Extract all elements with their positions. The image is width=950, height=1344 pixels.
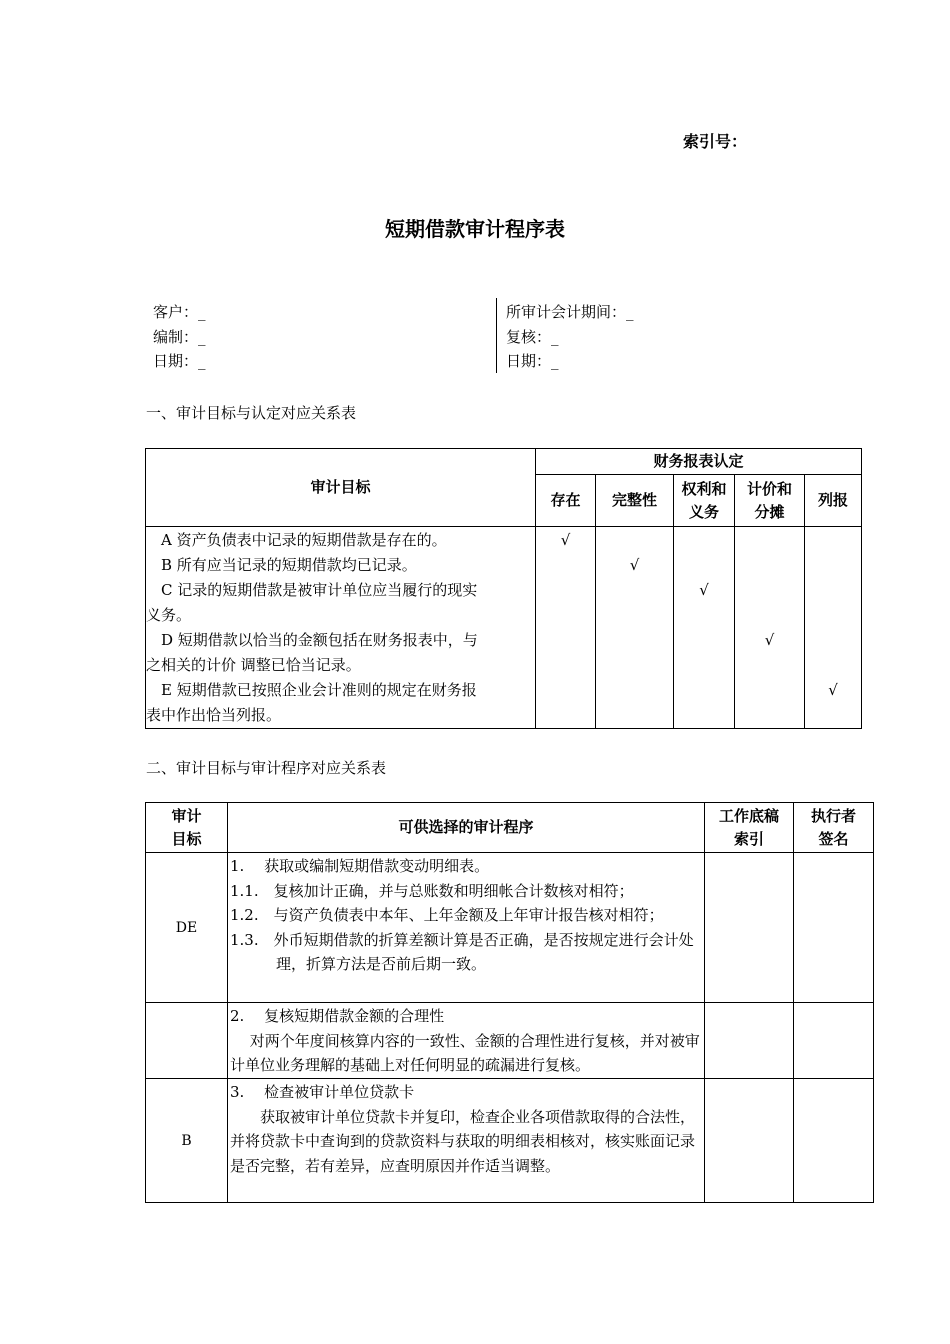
objective-b: B 所有应当记录的短期借款均已记录。 (146, 556, 417, 574)
executor-cell (794, 1079, 874, 1203)
target-cell: DE (146, 853, 228, 1003)
procedure-cell (228, 1003, 705, 1079)
workpaper-header: 工作底稿 索引 (705, 803, 794, 853)
objective-e-cont: 表中作出恰当列报。 (146, 706, 282, 724)
check-mark: √ (699, 581, 709, 599)
procedure-line: 对两个年度间核算内容的一致性、金额的合理性进行复核，并对被审计单位业务理解的基础上对任何明显的疏漏进行复核。 (230, 1031, 700, 1074)
procedure-line: 2. 复核短期借款金额的合理性 (230, 1007, 445, 1025)
procedure-cell (228, 1079, 705, 1203)
procedure-cell (228, 853, 705, 1003)
assertion-group-header: 财务报表认定 (536, 449, 862, 475)
info-divider (496, 298, 497, 373)
document-title: 短期借款审计程序表 (385, 217, 565, 241)
procedure-line: 3. 检查被审计单位贷款卡 (230, 1083, 415, 1101)
workpaper-cell (705, 1003, 794, 1079)
procedure-table (145, 802, 874, 1203)
assertion-header-rights: 权利和 义务 (674, 475, 735, 527)
target-cell: B (146, 1079, 228, 1203)
prepared-date-field: 日期：_ (153, 352, 206, 370)
executor-cell (794, 1003, 874, 1079)
audit-period-field: 所审计会计期间：_ (506, 303, 634, 321)
objectives-cell (146, 527, 536, 729)
assertion-header-existence: 存在 (536, 475, 596, 527)
objective-d: D 短期借款以恰当的金额包括在财务报表中，与 (146, 631, 478, 649)
executor-header: 执行者 签名 (794, 803, 874, 853)
workpaper-cell (705, 853, 794, 1003)
check-mark: √ (629, 556, 640, 574)
assertion-header-completeness: 完整性 (596, 475, 674, 527)
rights-column (674, 527, 735, 729)
procedure-line: 1. 获取或编制短期借款变动明细表。 (230, 857, 490, 875)
objective-c-cont: 义务。 (146, 606, 192, 624)
completeness-column (596, 527, 674, 729)
section1-title: 一、审计目标与认定对应关系表 (146, 404, 357, 422)
section2-title: 二、审计目标与审计程序对应关系表 (146, 759, 387, 777)
info-right (506, 300, 634, 374)
check-mark: √ (828, 681, 838, 699)
valuation-column (735, 527, 805, 729)
workpaper-cell (705, 1079, 794, 1203)
procedure-header: 可供选择的审计程序 (228, 803, 705, 853)
presentation-column (805, 527, 862, 729)
assertion-header-valuation: 计价和 分摊 (735, 475, 805, 527)
objective-a: A 资产负债表中记录的短期借款是存在的。 (146, 531, 447, 549)
objective-e: E 短期借款已按照企业会计准则的规定在财务报 (146, 681, 477, 699)
review-date-field: 日期：_ (506, 352, 559, 370)
index-number-label: 索引号： (683, 132, 748, 151)
procedure-line: 1.2. 与资产负债表中本年、上年金额及上年审计报告核对相符； (230, 906, 664, 924)
procedure-line: 1.3. 外币短期借款的折算差额计算是否正确，是否按规定进行会计处理，折算方法是否前后期一致。 (230, 930, 694, 973)
check-mark: √ (560, 531, 571, 549)
target-cell (146, 1003, 228, 1079)
executor-cell (794, 853, 874, 1003)
reviewer-field: 复核：_ (506, 327, 559, 346)
objective-d-cont: 之相关的计价 调整已恰当记录。 (146, 656, 361, 674)
assertion-table (145, 448, 862, 729)
prepared-by-field: 编制：_ (153, 327, 206, 346)
existence-column (536, 527, 596, 729)
procedure-line: 1.1. 复核加计正确，并与总账数和明细帐合计数核对相符； (230, 881, 634, 900)
check-mark: √ (764, 631, 775, 649)
objective-header: 审计目标 (146, 449, 536, 527)
objective-c: C 记录的短期借款是被审计单位应当履行的现实 (146, 581, 478, 599)
client-field: 客户：_ (153, 303, 206, 321)
info-left (153, 300, 206, 374)
target-header: 审计 目标 (146, 803, 228, 853)
procedure-line: 获取被审计单位贷款卡并复印，检查企业各项借款取得的合法性，并将贷款卡中查询到的贷款资料与获取的明细表相核对，核实账面记录是否完整，若有差异，应查明原因并作适当调整。 (230, 1107, 696, 1175)
assertion-header-presentation: 列报 (805, 475, 862, 527)
